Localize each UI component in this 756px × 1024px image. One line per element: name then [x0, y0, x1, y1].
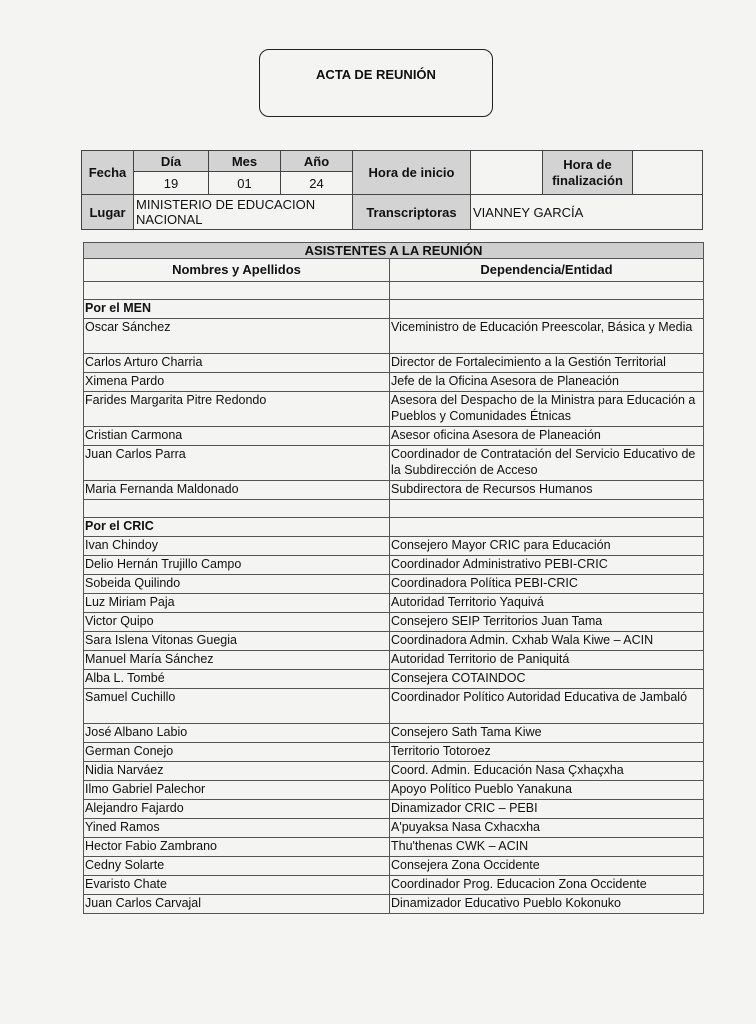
- attendee-name: Ilmo Gabriel Palechor: [84, 781, 390, 800]
- attendee-name: Maria Fernanda Maldonado: [84, 481, 390, 500]
- attendee-entity: Consejera COTAINDOC: [390, 670, 704, 689]
- attendee-entity: Autoridad Territorio de Paniquitá: [390, 651, 704, 670]
- mes-value: 01: [209, 172, 281, 195]
- table-row: [84, 319, 704, 354]
- attendee-entity: Viceministro de Educación Preescolar, Básica y Media: [390, 319, 704, 354]
- attendee-name: Manuel María Sánchez: [84, 651, 390, 670]
- attendee-entity: Director de Fortalecimiento a la Gestión Territorial: [390, 354, 704, 373]
- hora-inicio-label: Hora de inicio: [353, 151, 471, 195]
- mes-label: Mes: [209, 151, 281, 172]
- table-row: [84, 537, 704, 556]
- attendee-name: Yined Ramos: [84, 819, 390, 838]
- attendee-entity: Coordinador Prog. Educacion Zona Occidente: [390, 876, 704, 895]
- spacer-cell: [84, 500, 390, 518]
- lugar-label: Lugar: [82, 195, 134, 230]
- table-row: [84, 838, 704, 857]
- attendee-entity: A'puyaksa Nasa Cxhacxha: [390, 819, 704, 838]
- section-title: Por el MEN: [84, 300, 390, 319]
- document-title: ACTA DE REUNIÓN: [259, 49, 493, 117]
- attendee-name: Farides Margarita Pitre Redondo: [84, 392, 390, 427]
- attendee-entity: Jefe de la Oficina Asesora de Planeación: [390, 373, 704, 392]
- hora-fin-value: [633, 151, 703, 195]
- hora-inicio-value: [471, 151, 543, 195]
- attendee-entity: Coordinador Administrativo PEBI-CRIC: [390, 556, 704, 575]
- attendee-name: Juan Carlos Carvajal: [84, 895, 390, 914]
- section-title-blank: [390, 518, 704, 537]
- spacer-cell: [390, 282, 704, 300]
- transcriptoras-value: VIANNEY GARCÍA: [471, 195, 703, 230]
- ano-value: 24: [281, 172, 353, 195]
- table-row: [84, 481, 704, 500]
- dia-label: Día: [134, 151, 209, 172]
- attendee-entity: Consejero SEIP Territorios Juan Tama: [390, 613, 704, 632]
- attendee-name: Cristian Carmona: [84, 427, 390, 446]
- attendee-name: German Conejo: [84, 743, 390, 762]
- attendee-entity: Subdirectora de Recursos Humanos: [390, 481, 704, 500]
- attendee-name: Luz Miriam Paja: [84, 594, 390, 613]
- attendee-name: Sobeida Quilindo: [84, 575, 390, 594]
- attendee-entity: Apoyo Político Pueblo Yanakuna: [390, 781, 704, 800]
- table-row: [84, 373, 704, 392]
- attendee-entity: Autoridad Territorio Yaquivá: [390, 594, 704, 613]
- attendee-name: Evaristo Chate: [84, 876, 390, 895]
- transcriptoras-label: Transcriptoras: [353, 195, 471, 230]
- attendee-name: Hector Fabio Zambrano: [84, 838, 390, 857]
- attendee-entity: Coordinadora Política PEBI-CRIC: [390, 575, 704, 594]
- attendee-entity: Dinamizador CRIC – PEBI: [390, 800, 704, 819]
- attendee-entity: Asesora del Despacho de la Ministra para Educación a Pueblos y Comunidades Étnicas: [390, 392, 704, 427]
- table-row: [84, 427, 704, 446]
- attendees-body: [84, 282, 704, 914]
- hora-fin-label: Hora de finalización: [543, 151, 633, 195]
- attendee-entity: Thu'thenas CWK – ACIN: [390, 838, 704, 857]
- attendee-entity: Consejera Zona Occidente: [390, 857, 704, 876]
- table-row: [84, 781, 704, 800]
- spacer-cell: [84, 282, 390, 300]
- meeting-header-table: [81, 150, 703, 230]
- attendee-name: José Albano Labio: [84, 724, 390, 743]
- attendee-name: Ivan Chindoy: [84, 537, 390, 556]
- column-header-entity: Dependencia/Entidad: [390, 259, 704, 282]
- attendee-entity: Coord. Admin. Educación Nasa Çxhaçxha: [390, 762, 704, 781]
- attendee-name: Carlos Arturo Charria: [84, 354, 390, 373]
- attendees-table: [83, 242, 704, 914]
- spacer-cell: [390, 500, 704, 518]
- table-row: [84, 857, 704, 876]
- attendees-banner: ASISTENTES A LA REUNIÓN: [84, 243, 704, 259]
- fecha-label: Fecha: [82, 151, 134, 195]
- attendee-entity: Territorio Totoroez: [390, 743, 704, 762]
- table-row: [84, 876, 704, 895]
- table-row: [84, 724, 704, 743]
- attendee-name: Oscar Sánchez: [84, 319, 390, 354]
- table-row: [84, 800, 704, 819]
- column-header-names: Nombres y Apellidos: [84, 259, 390, 282]
- attendee-name: Sara Islena Vitonas Guegia: [84, 632, 390, 651]
- attendee-name: Alejandro Fajardo: [84, 800, 390, 819]
- attendee-entity: Coordinador de Contratación del Servicio Educativo de la Subdirección de Acceso: [390, 446, 704, 481]
- attendee-name: Delio Hernán Trujillo Campo: [84, 556, 390, 575]
- attendee-entity: Coordinador Político Autoridad Educativa de Jambaló: [390, 689, 704, 724]
- attendee-entity: Coordinadora Admin. Cxhab Wala Kiwe – ACIN: [390, 632, 704, 651]
- attendee-entity: Consejero Sath Tama Kiwe: [390, 724, 704, 743]
- attendee-name: Victor Quipo: [84, 613, 390, 632]
- section-title: Por el CRIC: [84, 518, 390, 537]
- attendee-name: Cedny Solarte: [84, 857, 390, 876]
- dia-value: 19: [134, 172, 209, 195]
- table-row: [84, 594, 704, 613]
- table-row: [84, 392, 704, 427]
- table-row: [84, 354, 704, 373]
- attendee-name: Alba L. Tombé: [84, 670, 390, 689]
- section-title-blank: [390, 300, 704, 319]
- attendee-name: Ximena Pardo: [84, 373, 390, 392]
- table-row: [84, 613, 704, 632]
- table-row: [84, 651, 704, 670]
- attendee-name: Nidia Narváez: [84, 762, 390, 781]
- table-row: [84, 670, 704, 689]
- table-row: [84, 689, 704, 724]
- attendee-entity: Consejero Mayor CRIC para Educación: [390, 537, 704, 556]
- ano-label: Año: [281, 151, 353, 172]
- lugar-value: MINISTERIO DE EDUCACION NACIONAL: [134, 195, 353, 230]
- attendee-name: Samuel Cuchillo: [84, 689, 390, 724]
- table-row: [84, 762, 704, 781]
- table-row: [84, 575, 704, 594]
- attendee-entity: Asesor oficina Asesora de Planeación: [390, 427, 704, 446]
- attendee-name: Juan Carlos Parra: [84, 446, 390, 481]
- table-row: [84, 632, 704, 651]
- table-row: [84, 446, 704, 481]
- attendee-entity: Dinamizador Educativo Pueblo Kokonuko: [390, 895, 704, 914]
- table-row: [84, 819, 704, 838]
- table-row: [84, 895, 704, 914]
- table-row: [84, 743, 704, 762]
- table-row: [84, 556, 704, 575]
